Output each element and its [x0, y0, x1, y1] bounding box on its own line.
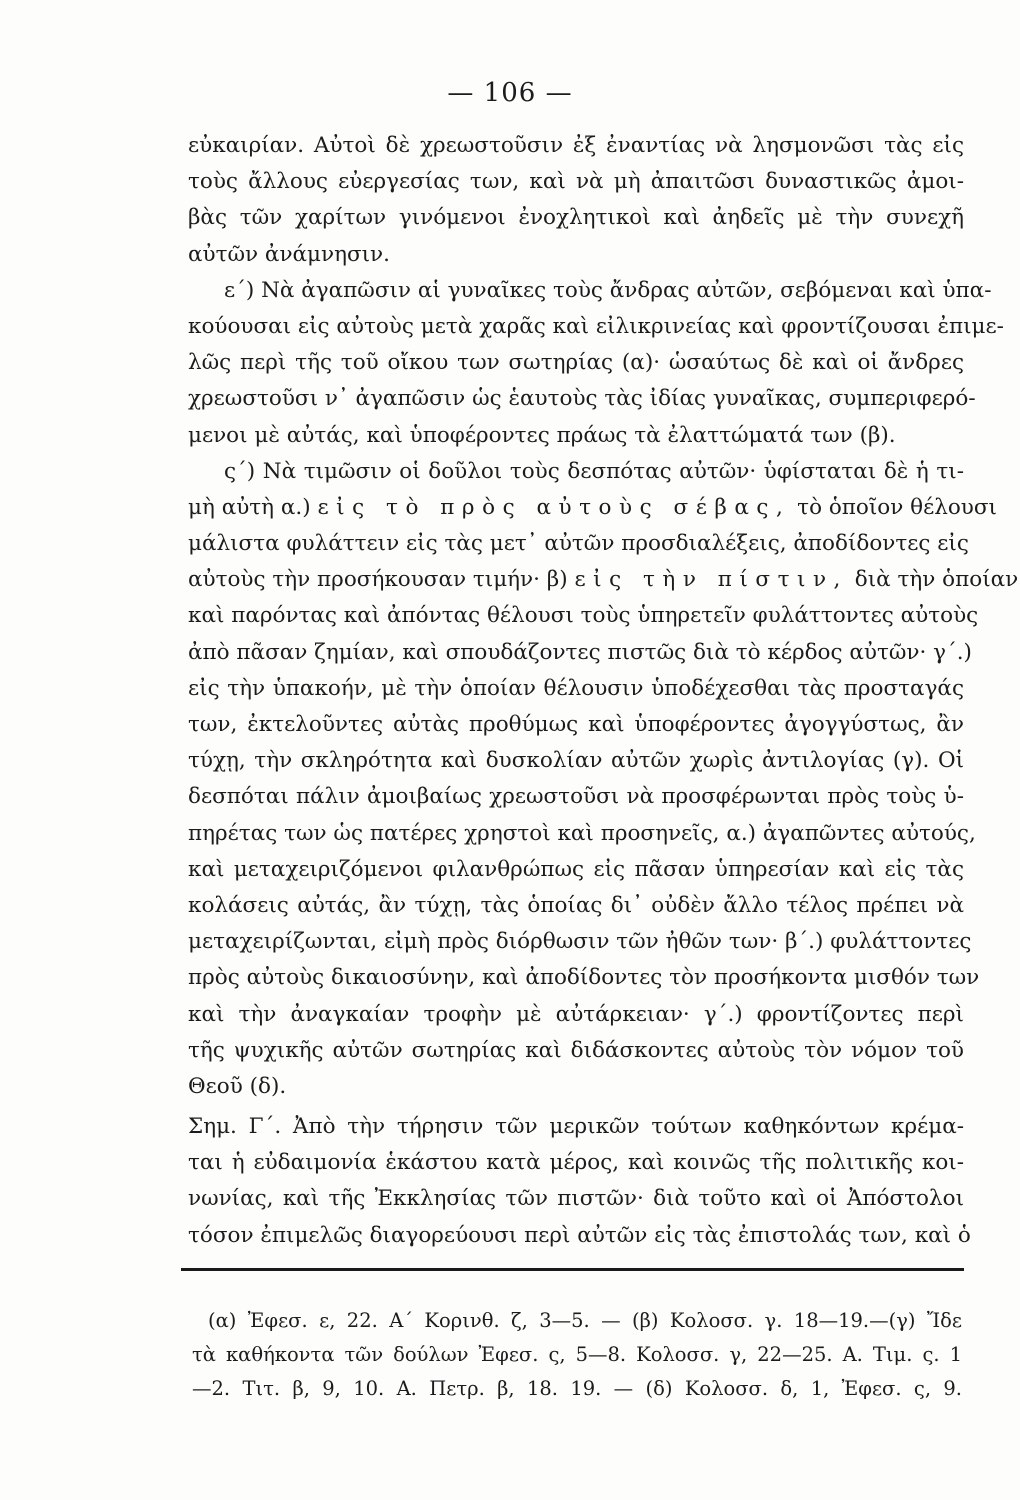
text-line: Θεοῦ (δ).	[188, 1073, 287, 1099]
text-line: βὰς τῶν χαρίτων γινόμενοι ἐνοχλητικοὶ καὶ ἀηδεῖς μὲ τὴν συνεχῆ	[188, 205, 964, 231]
text-line: κολάσεις αὐτάς, ἂν τύχῃ, τὰς ὁποίας δι᾽ οὐδὲν ἄλλο τέλος πρέπει νὰ	[188, 892, 964, 918]
text-line: ται ἡ εὐδαιμονία ἑκάστου κατὰ μέρος, καὶ κοινῶς τῆς πολιτικῆς κοι-	[188, 1150, 964, 1176]
text-line: καὶ μεταχειριζόμενοι φιλανθρώπως εἰς πᾶσαν ὑπηρεσίαν καὶ εἰς τὰς	[188, 856, 964, 882]
text-line: καὶ τὴν ἀναγκαίαν τροφὴν μὲ αὐτάρκειαν· γ΄.) φροντίζοντες περὶ	[188, 1001, 964, 1027]
text-line-with-spaced-emphasis	[188, 562, 1019, 598]
text-line: τύχῃ, τὴν σκληρότητα καὶ δυσκολίαν αὐτῶν χωρὶς ἀντιλογίας (γ). Οἱ	[188, 748, 964, 774]
spaced-emphasis: εἰς τὸ πρὸς αὐτοὺς σέβας,	[317, 494, 791, 520]
text-line-with-spaced-emphasis	[188, 490, 997, 526]
text-line: καὶ παρόντας καὶ ἀπόντας θέλουσι τοὺς ὑπηρετεῖν φυλάττοντες αὐτοὺς	[188, 603, 979, 629]
text-line: μενοι μὲ αὐτάς, καὶ ὑποφέροντες πράως τὰ ἐλαττώματά των (β).	[188, 422, 896, 448]
paragraph-st-start: ς΄) Νὰ τιμῶσιν οἱ δοῦλοι τοὺς δεσπότας αὐτῶν· ὑφίσταται δὲ ἡ τι-	[224, 458, 964, 484]
footnote-line: (α) Ἐφεσ. ε, 22. Α΄ Κορινθ. ζ, 3—5. — (β) Κολοσσ. γ. 18—19.—(γ) Ἴδε	[208, 1309, 962, 1332]
footnote-line: —2. Τιτ. β, 9, 10. Α. Πετρ. β, 18. 19. — (δ) Κολοσσ. δ, 1, Ἐφεσ. ς, 9.	[192, 1377, 962, 1400]
text-line: εὐκαιρίαν. Αὐτοὶ δὲ χρεωστοῦσιν ἐξ ἐναντίας νὰ λησμονῶσι τὰς εἰς	[188, 133, 964, 158]
footnote-divider	[181, 1268, 964, 1271]
footnotes	[192, 1304, 962, 1406]
text-line: νωνίας, καὶ τῆς Ἐκκλησίας τῶν πιστῶν· διὰ τοῦτο καὶ οἱ Ἀπόστολοι	[188, 1186, 964, 1212]
line-segment: αὐτοὺς τὴν προσήκουσαν τιμήν· β)	[188, 567, 568, 593]
paragraph-e-start: ε΄) Νὰ ἀγαπῶσιν αἱ γυναῖκες τοὺς ἄνδρας αὐτῶν, σεβόμεναι καὶ ὑπα-	[224, 277, 992, 303]
text-line: μάλιστα φυλάττειν εἰς τὰς μετ᾽ αὐτῶν προσδιαλέξεις, ἀποδίδοντες εἰς	[188, 531, 969, 557]
text-line: πρὸς αὐτοὺς δικαιοσύνην, καὶ ἀποδίδοντες τὸν προσήκοντα μισθόν των	[188, 965, 980, 991]
text-line: λῶς περὶ τῆς τοῦ οἴκου των σωτηρίας (α)· ὡσαύτως δὲ καὶ οἱ ἄνδρες	[188, 350, 964, 376]
spaced-emphasis: εἰς τὴν πίστιν,	[574, 567, 848, 593]
note-g-start: Σημ. Γ΄. Ἀπὸ τὴν τήρησιν τῶν μερικῶν τούτων καθηκόντων κρέμα-	[188, 1114, 964, 1140]
text-line: μεταχειρίζωνται, εἰμὴ πρὸς διόρθωσιν τῶν ἠθῶν των· β΄.) φυλάττοντες	[188, 929, 972, 955]
text-line: χρεωστοῦσι ν᾽ ἀγαπῶσιν ὡς ἑαυτοὺς τὰς ἰδίας γυναῖκας, συμπεριφερό-	[188, 386, 976, 412]
text-line: κούουσαι εἰς αὐτοὺς μετὰ χαρᾶς καὶ εἰλικρινείας καὶ φροντίζουσαι ἐπιμε-	[188, 313, 1004, 339]
text-line: δεσπόται πάλιν ἀμοιβαίως χρεωστοῦσι νὰ προσφέρωνται πρὸς τοὺς ὑ-	[188, 784, 964, 810]
text-line: τόσον ἐπιμελῶς διαγορεύουσι περὶ αὐτῶν εἰς τὰς ἐπιστολάς των, καὶ ὁ	[188, 1222, 971, 1248]
text-line: αὐτῶν ἀνάμνησιν.	[188, 241, 390, 267]
main-text	[188, 128, 1019, 1254]
text-line: των, ἐκτελοῦντες αὐτὰς προθύμως καὶ ὑποφέροντες ἀγογγύστως, ἂν	[188, 712, 964, 737]
text-line: εἰς τὴν ὑπακοήν, μὲ τὴν ὁποίαν θέλουσιν ὑποδέχεσθαι τὰς προσταγάς	[188, 675, 964, 701]
page-number: — 106 —	[447, 78, 573, 108]
footnote-line: τὰ καθήκοντα τῶν δούλων Ἐφεσ. ς, 5—8. Κολοσσ. γ, 22—25. Α. Τιμ. ς. 1	[192, 1343, 962, 1366]
line-segment: μὴ αὐτὴ α.)	[188, 494, 311, 520]
text-line: πηρέτας των ὡς πατέρες χρηστοὶ καὶ προσηνεῖς, α.) ἀγαπῶντες αὐτούς,	[188, 820, 976, 846]
text-line: ἀπὸ πᾶσαν ζημίαν, καὶ σπουδάζοντες πιστῶς διὰ τὸ κέρδος αὐτῶν· γ΄.)	[188, 639, 972, 665]
text-line: τοὺς ἄλλους εὐεργεσίας των, καὶ νὰ μὴ ἀπαιτῶσι δυναστικῶς ἀμοι-	[188, 169, 964, 195]
line-segment: διὰ τὴν ὁποίαν	[854, 567, 1019, 593]
text-line: τῆς ψυχικῆς αὐτῶν σωτηρίας καὶ διδάσκοντες αὐτοὺς τὸν νόμον τοῦ	[188, 1037, 964, 1063]
line-segment: τὸ ὁποῖον θέλουσι	[797, 494, 997, 520]
